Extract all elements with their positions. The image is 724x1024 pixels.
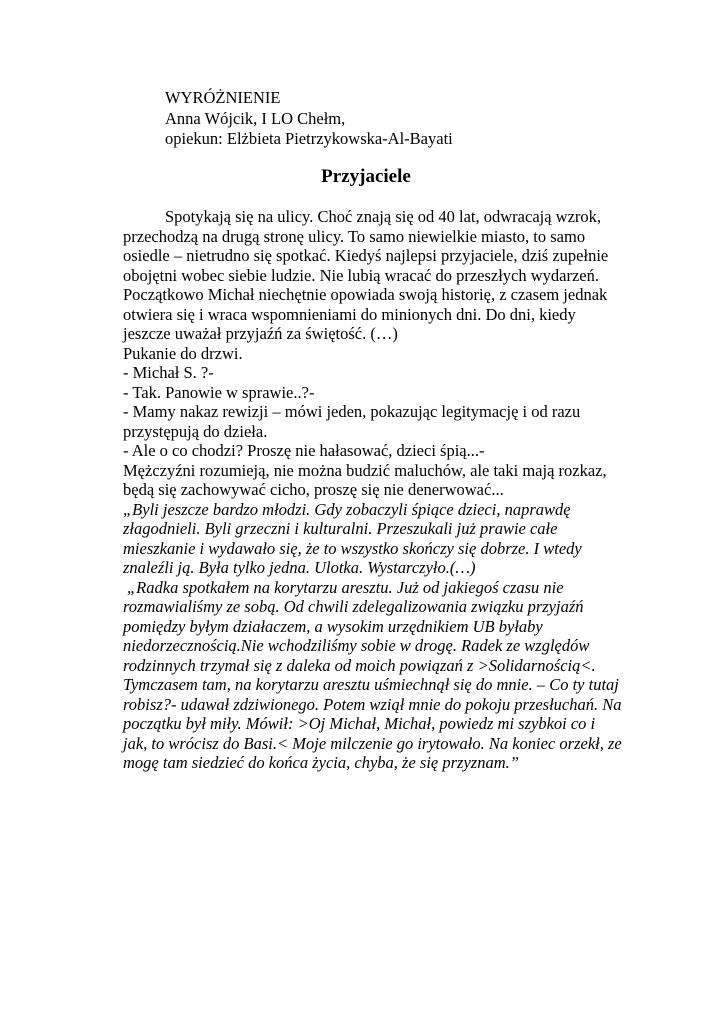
- quote-line: początku był miły. Mówił: >Oj Michał, Michał, powiedz mi szybkoi co i: [123, 714, 596, 733]
- text-line: przechodzą na drugą stronę ulicy. To samo niewielkie miasto, to samo: [123, 226, 586, 246]
- quote-line: jak, to wrócisz do Basi.< Moje milczenie go irytowało. Na koniec orzekł, ze: [123, 733, 622, 753]
- quote-line: pomiędzy byłym działaczem, a wysokim urzędnikiem UB byłaby: [123, 616, 543, 636]
- text-line: osiedle – nietrudno się spotkać. Kiedyś najlepsi przyjaciele, dziś zupełnie: [123, 246, 609, 265]
- quote-line: „Radka spotkałem na korytarzu aresztu. Już od jakiegoś czasu nie: [127, 577, 564, 597]
- quote-line: mogę tam siedzieć do końca życia, chyba, że się przyznam.”: [123, 753, 519, 772]
- quote-line: znaleźli ją. Była tylko jedna. Ulotka. Wystarczyło.(…): [123, 558, 476, 577]
- quote-line: rodzinnych trzymał się z daleka od moich powiązań z >Solidarnością<.: [123, 655, 596, 675]
- dialogue-line: - Tak. Panowie w sprawie..?-: [123, 382, 315, 402]
- text-line: otwiera się i wraca wspomnieniami do minionych dni. Do dni, kiedy: [123, 304, 576, 324]
- author-line: Anna Wójcik, I LO Chełm,: [165, 108, 346, 128]
- text-line: Pukanie do drzwi.: [123, 343, 243, 363]
- text-line: Spotykają się na ulicy. Choć znają się od 40 lat, odwracają wzrok,: [165, 207, 602, 226]
- text-line: obojętni wobec siebie ludzie. Nie lubią wracać do przeszłych wydarzeń.: [123, 265, 600, 285]
- quote-line: złagodnieli. Byli grzeczni i kulturalni. Przeszukali już prawie całe: [123, 519, 558, 538]
- quote-line: robisz?- udawał zdziwionego. Potem wziął mnie do pokoju przesłuchań. Na: [123, 694, 622, 714]
- header-block: [165, 88, 453, 150]
- quote-line: niedorzecznością.Nie wchodziliśmy sobie w drogę. Radek ze względów: [123, 636, 590, 655]
- text-line: jeszcze uważał przyjaźń za świętość. (…): [123, 324, 398, 343]
- text-line: będą się zachowywać cicho, proszę się nie denerwować...: [123, 480, 504, 499]
- quote-line: Tymczasem tam, na korytarzu aresztu uśmiechnął się do mnie. – Co ty tutaj: [123, 675, 619, 694]
- quote-line: rozmawialiśmy ze sobą. Od chwili zdelegalizowania związku przyjaźń: [123, 597, 584, 616]
- text-line: Początkowo Michał niechętnie opowiada swoją historię, z czasem jednak: [123, 285, 608, 304]
- quote-line: mieszkanie i wydawało się, że to wszystko skończy się dobrze. I wtedy: [123, 538, 582, 558]
- dialogue-line: - Mamy nakaz rewizji – mówi jeden, pokazując legitymację i od razu: [123, 402, 581, 421]
- story-body: [123, 207, 623, 773]
- text-line: Mężczyźni rozumieją, nie można budzić maluchów, ale taki mają rozkaz,: [123, 460, 607, 480]
- dialogue-line: - Ale o co chodzi? Proszę nie hałasować, dzieci śpią...-: [123, 441, 485, 460]
- document-title: Przyjaciele: [321, 166, 411, 187]
- dialogue-line: - Michał S. ?-: [123, 363, 214, 382]
- award-label: WYRÓŻNIENIE: [165, 88, 281, 107]
- quote-line: „Byli jeszcze bardzo młodzi. Gdy zobaczyli śpiące dzieci, naprawdę: [123, 499, 571, 519]
- supervisor-line: opiekun: Elżbieta Pietrzykowska-Al-Bayati: [165, 129, 453, 148]
- text-line: przystępują do dzieła.: [123, 421, 268, 441]
